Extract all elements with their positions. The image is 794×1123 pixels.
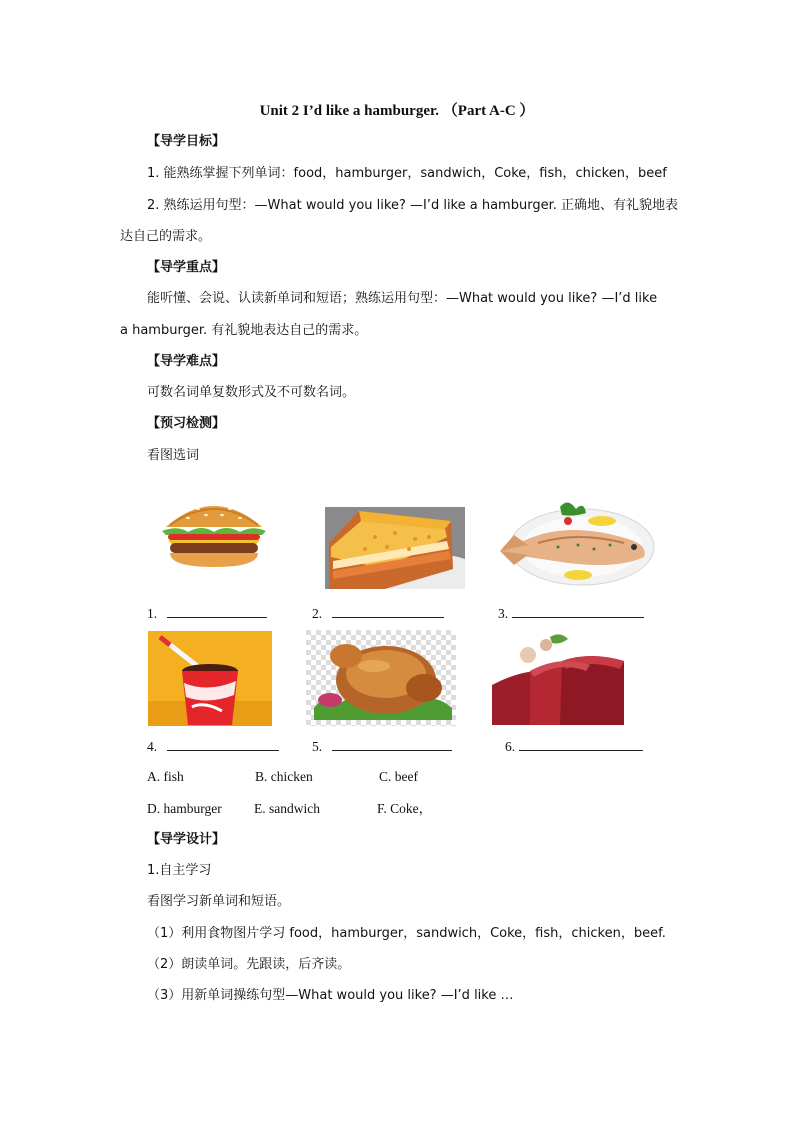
fish-icon — [498, 499, 658, 589]
study-step-2: （2）朗读单词。先跟读，后齐读。 — [147, 957, 351, 972]
option-e: E. sandwich — [254, 801, 320, 816]
answer-blank-5[interactable] — [332, 736, 452, 751]
answer-blank-3[interactable] — [512, 603, 644, 618]
blank-1-label: 1. — [147, 606, 158, 621]
answer-blank-6[interactable] — [519, 736, 643, 751]
goal-1: 1. 能熟练掌握下列单词：food，hamburger，sandwich，Coke，fish，chicken，beef — [147, 166, 667, 181]
goal-2-line-1: 2. 熟练运用句型：—What would you like? —I’d like a hamburger. 正确地、有礼貌地表 — [147, 198, 678, 213]
study-step-3: （3）用新单词操练句型—What would you like? —I’d like … — [147, 988, 514, 1003]
blank-6 — [505, 736, 643, 757]
beef-icon — [490, 631, 625, 726]
document-title: Unit 2 I’d like a hamburger. （Part A-C ） — [259, 103, 535, 119]
difficulty-heading: 【导学难点】 — [147, 354, 226, 369]
difficulty-text: 可数名词单复数形式及不可数名词。 — [147, 385, 356, 400]
blank-1 — [147, 603, 267, 624]
blank-3-label: 3. — [498, 606, 509, 621]
answer-blank-1[interactable] — [167, 603, 267, 618]
chicken-icon — [306, 630, 456, 726]
preview-heading: 【预习检测】 — [147, 416, 226, 431]
study-step-1: （1）利用食物图片学习 food，hamburger，sandwich，Coke，fish，chicken，beef. — [147, 926, 666, 941]
coke-icon — [148, 631, 272, 726]
hamburger-icon — [158, 491, 270, 573]
option-c: C. beef — [379, 769, 418, 784]
blank-4 — [147, 736, 279, 757]
answer-blank-2[interactable] — [332, 603, 444, 618]
option-a: A. fish — [147, 769, 184, 784]
blank-5-label: 5. — [312, 739, 323, 754]
option-d: D. hamburger — [147, 801, 222, 816]
focus-heading: 【导学重点】 — [147, 260, 226, 275]
blank-2-label: 2. — [312, 606, 323, 621]
answer-blank-4[interactable] — [167, 736, 279, 751]
sandwich-icon — [325, 507, 465, 589]
blank-6-label: 6. — [505, 739, 516, 754]
blank-3 — [498, 603, 644, 624]
blank-4-label: 4. — [147, 739, 158, 754]
self-study-heading: 1.自主学习 — [147, 863, 212, 878]
goal-2-line-2: 达自己的需求。 — [120, 229, 212, 244]
option-f: F. Coke， — [377, 801, 433, 816]
option-b: B. chicken — [255, 769, 313, 784]
focus-line-2: a hamburger. 有礼貌地表达自己的需求。 — [120, 323, 368, 338]
goals-heading: 【导学目标】 — [147, 134, 226, 149]
preview-instruction: 看图选词 — [147, 448, 200, 463]
blank-5 — [312, 736, 452, 757]
focus-line-1: 能听懂、会说、认读新单词和短语；熟练运用句型：—What would you like? —I’d like — [147, 291, 658, 306]
blank-2 — [312, 603, 444, 624]
design-heading: 【导学设计】 — [147, 832, 226, 847]
self-study-instruction: 看图学习新单词和短语。 — [147, 894, 291, 909]
